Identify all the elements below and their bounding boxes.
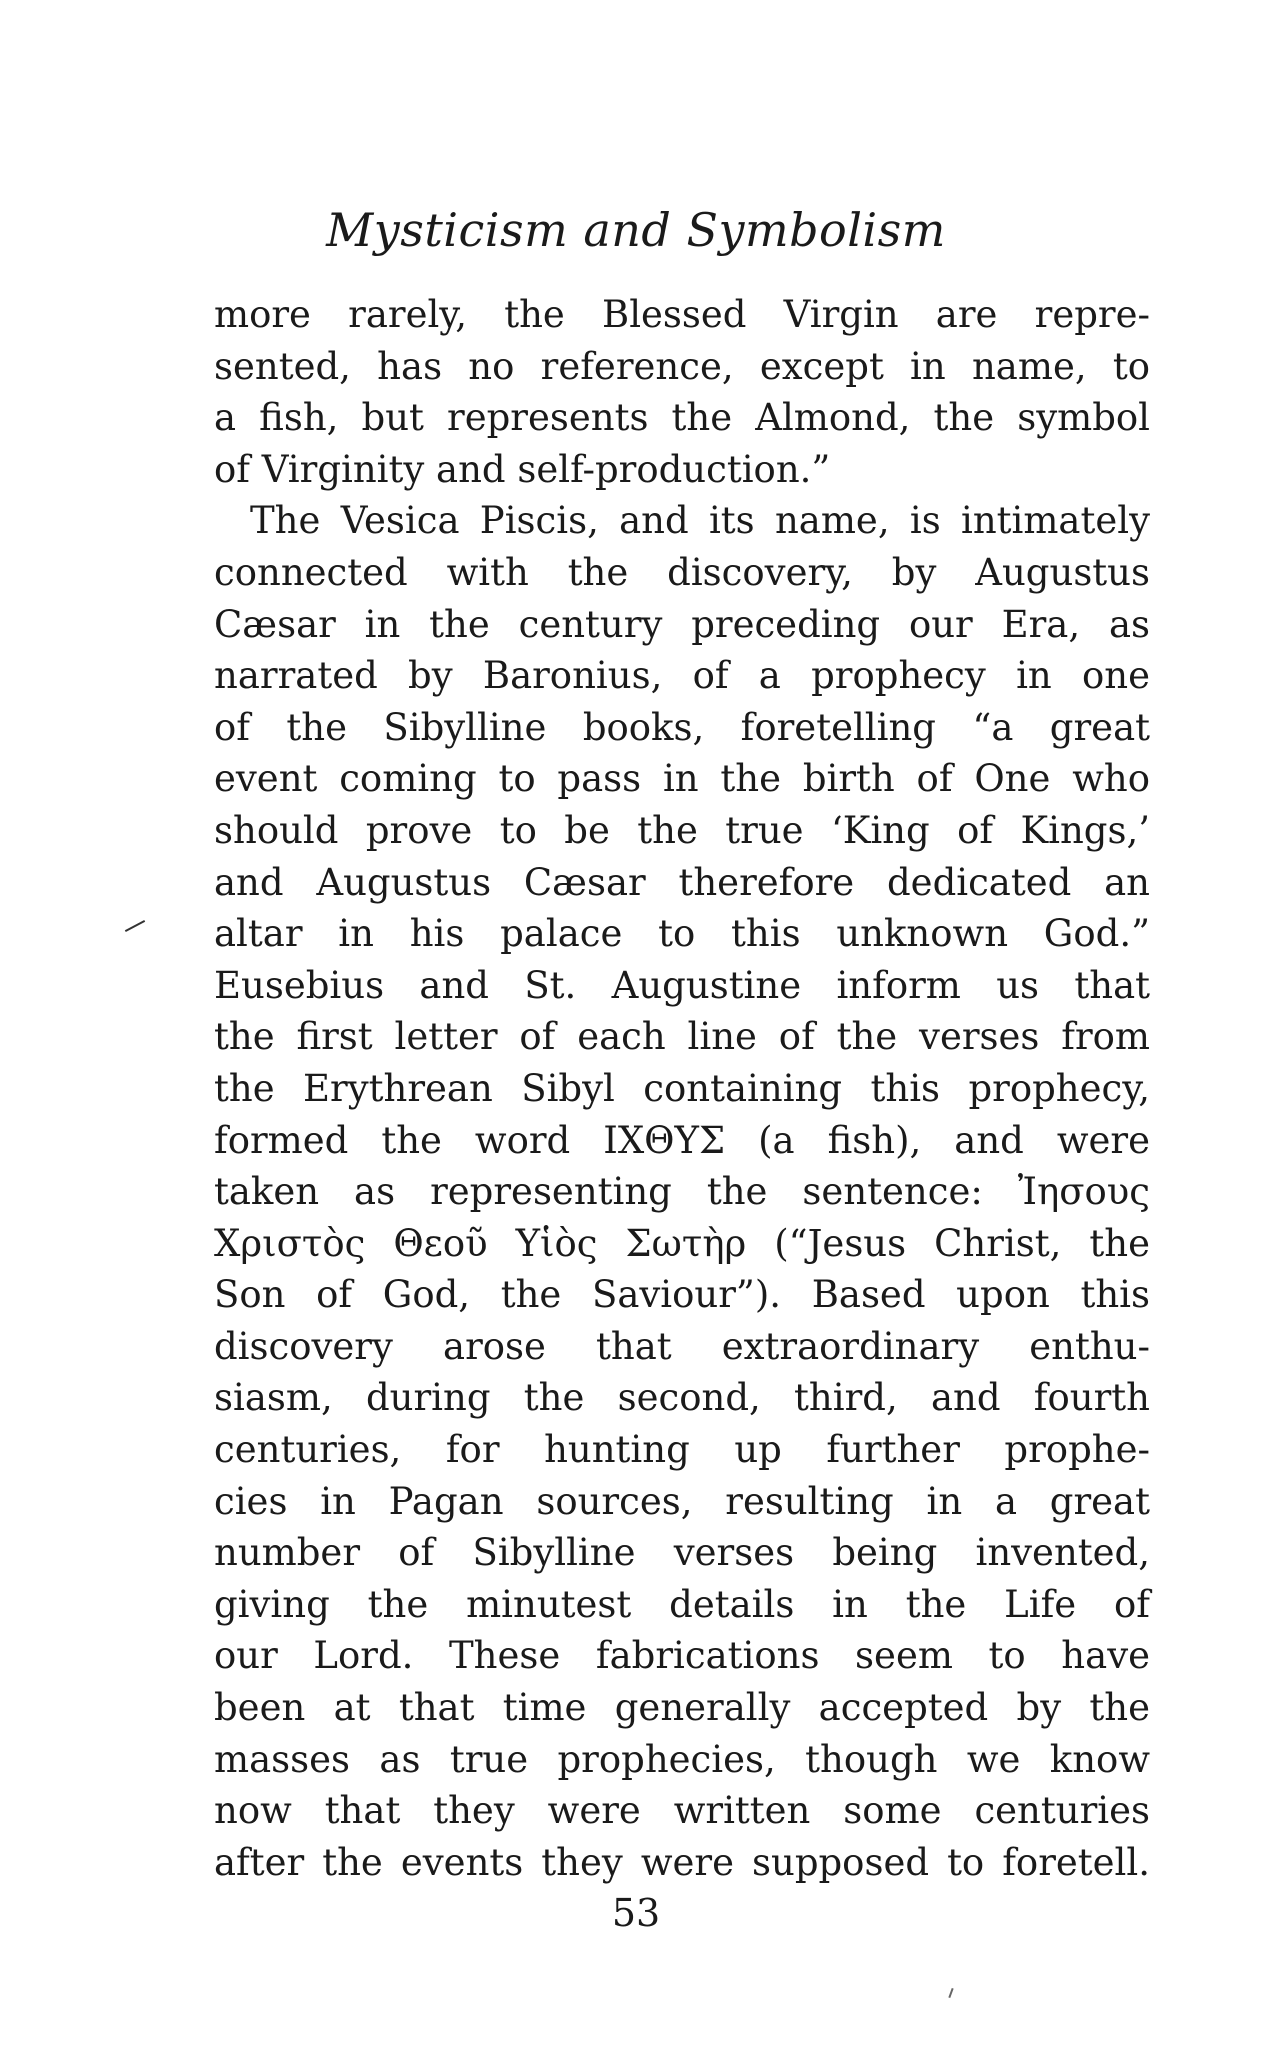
text-line: a fish, but represents the Almond, the symbol	[214, 396, 1150, 440]
text-line: altar in his palace to this unknown God.”	[214, 912, 1150, 956]
text-line: our Lord. These fabrications seem to have	[214, 1634, 1150, 1678]
page-number: 53	[611, 1891, 661, 1935]
margin-mark	[125, 920, 145, 932]
text-line: Son of God, the Saviour”). Based upon this	[214, 1273, 1150, 1317]
text-line: Eusebius and St. Augustine inform us that	[214, 963, 1150, 1007]
text-line: narrated by Baronius, of a prophecy in one	[214, 654, 1150, 698]
margin-mark	[948, 1988, 953, 1998]
text-line: masses as true prophecies, though we know	[214, 1737, 1150, 1781]
text-line: centuries, for hunting up further prophe-	[214, 1428, 1150, 1472]
text-line: number of Sibylline verses being invented,	[214, 1531, 1150, 1575]
text-line: Cæsar in the century preceding our Era, as	[214, 602, 1150, 646]
text-line: and Augustus Cæsar therefore dedicated an	[214, 860, 1150, 904]
text-line: discovery arose that extraordinary enthu-	[214, 1324, 1150, 1368]
text-line: after the events they were supposed to foretell.	[214, 1840, 1150, 1884]
text-line: should prove to be the true ‘King of Kings,’	[214, 808, 1150, 852]
text-line: siasm, during the second, third, and fourth	[214, 1376, 1150, 1420]
text-line: taken as representing the sentence: Ἰησους	[214, 1170, 1150, 1214]
text-line: The Vesica Piscis, and its name, is intimately	[250, 499, 1150, 543]
text-line: been at that time generally accepted by the	[214, 1686, 1150, 1730]
running-head: Mysticism and Symbolism	[326, 203, 946, 257]
text-line: giving the minutest details in the Life of	[214, 1582, 1150, 1626]
text-line: the Erythrean Sibyl containing this prophecy,	[214, 1066, 1150, 1110]
text-line: cies in Pagan sources, resulting in a great	[214, 1479, 1150, 1523]
text-line: sented, has no reference, except in name, to	[214, 344, 1150, 388]
text-line: now that they were written some centuries	[214, 1789, 1150, 1833]
text-line: formed the word ΙΧΘΥΣ (a fish), and were	[214, 1118, 1150, 1162]
text-line: more rarely, the Blessed Virgin are repre-	[214, 293, 1150, 336]
text-line: the first letter of each line of the verses from	[214, 1015, 1150, 1059]
text-line: connected with the discovery, by Augustus	[214, 550, 1150, 594]
text-line: Χριστὸς Θεοῦ Υἱὸς Σωτὴρ (“Jesus Christ, the	[214, 1221, 1150, 1265]
body-text	[214, 289, 1150, 1888]
text-line: event coming to pass in the birth of One who	[214, 757, 1150, 801]
text-line: of Virginity and self-production.”	[214, 447, 831, 491]
text-line: of the Sibylline books, foretelling “a great	[214, 705, 1150, 749]
